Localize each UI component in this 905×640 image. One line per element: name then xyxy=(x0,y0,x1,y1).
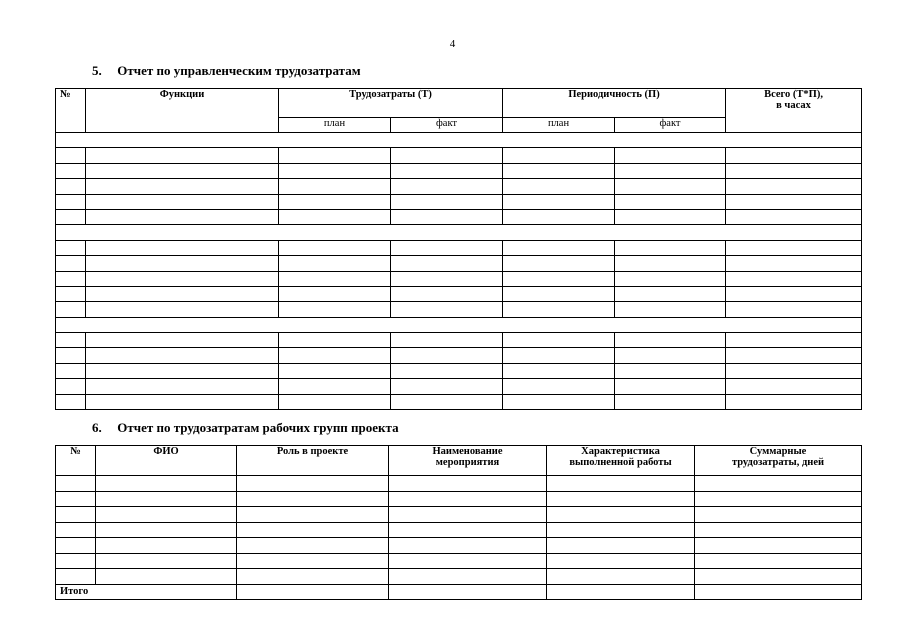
table-cell[interactable] xyxy=(615,302,726,317)
table-cell[interactable] xyxy=(615,348,726,363)
table-cell[interactable] xyxy=(56,553,96,569)
table-cell[interactable] xyxy=(615,379,726,394)
table-cell[interactable] xyxy=(615,256,726,271)
table-row xyxy=(56,538,862,554)
table-row xyxy=(56,507,862,523)
section-5-title-text: Отчет по управленческим трудозатратам xyxy=(117,63,361,78)
total-label: Итого xyxy=(56,584,237,600)
table-cell[interactable] xyxy=(503,348,615,363)
subheader-period-fact: факт xyxy=(615,118,726,133)
table-cell[interactable] xyxy=(56,569,96,585)
section-6-title-text: Отчет по трудозатратам рабочих групп проекта xyxy=(117,420,399,435)
table-section-row xyxy=(56,133,862,148)
table-cell[interactable] xyxy=(503,256,615,271)
table-cell[interactable] xyxy=(726,333,862,348)
table-cell[interactable] xyxy=(726,194,862,209)
page-number: 4 xyxy=(449,38,456,50)
table-cell[interactable] xyxy=(279,394,391,409)
column-header-functions: Функции xyxy=(86,89,279,133)
table-cell[interactable] xyxy=(726,271,862,286)
table-cell[interactable] xyxy=(86,302,279,317)
table-cell[interactable] xyxy=(726,256,862,271)
table-section-row-cell[interactable] xyxy=(56,225,862,240)
table-cell[interactable] xyxy=(56,363,86,378)
table-cell[interactable] xyxy=(391,194,503,209)
table-cell[interactable] xyxy=(279,163,391,178)
table-cell[interactable] xyxy=(56,240,86,255)
table-row xyxy=(56,240,862,255)
table-cell[interactable] xyxy=(86,148,279,163)
total-cell[interactable] xyxy=(389,584,547,600)
table-row xyxy=(56,491,862,507)
table-cell[interactable] xyxy=(279,379,391,394)
column-header-sum xyxy=(695,446,862,476)
table-cell[interactable] xyxy=(503,163,615,178)
table-cell[interactable] xyxy=(96,553,237,569)
total-cell[interactable] xyxy=(695,584,862,600)
column-header-number: № xyxy=(56,446,96,476)
table-cell[interactable] xyxy=(86,179,279,194)
table-section-row-cell[interactable] xyxy=(56,317,862,332)
column-header-labor: Трудозатраты (Т) xyxy=(279,89,503,118)
table-row xyxy=(56,256,862,271)
table-cell[interactable] xyxy=(279,256,391,271)
table-cell[interactable] xyxy=(96,522,237,538)
table-cell[interactable] xyxy=(615,363,726,378)
table-cell[interactable] xyxy=(86,209,279,224)
table-cell[interactable] xyxy=(547,522,695,538)
table-cell[interactable] xyxy=(389,522,547,538)
table-row xyxy=(56,148,862,163)
table-cell[interactable] xyxy=(96,538,237,554)
column-header-sum-line1: Суммарные xyxy=(749,446,807,457)
table-cell[interactable] xyxy=(56,256,86,271)
table-cell[interactable] xyxy=(615,286,726,301)
table-cell[interactable] xyxy=(726,163,862,178)
table-cell[interactable] xyxy=(279,209,391,224)
table-cell[interactable] xyxy=(56,538,96,554)
table-cell[interactable] xyxy=(615,240,726,255)
table-cell[interactable] xyxy=(56,286,86,301)
table-cell[interactable] xyxy=(56,522,96,538)
table-cell[interactable] xyxy=(503,286,615,301)
table-cell[interactable] xyxy=(695,507,862,523)
table-cell[interactable] xyxy=(86,163,279,178)
table-section-row xyxy=(56,225,862,240)
table-cell[interactable] xyxy=(726,348,862,363)
table-cell[interactable] xyxy=(96,476,237,492)
table-cell[interactable] xyxy=(56,491,96,507)
column-header-event-line2: мероприятия xyxy=(435,457,500,468)
table-cell[interactable] xyxy=(503,333,615,348)
table-cell[interactable] xyxy=(279,348,391,363)
table-cell[interactable] xyxy=(615,394,726,409)
table-cell[interactable] xyxy=(503,148,615,163)
table-row xyxy=(56,194,862,209)
table-cell[interactable] xyxy=(503,179,615,194)
table-cell[interactable] xyxy=(503,363,615,378)
section-6-title xyxy=(92,420,399,436)
table-cell[interactable] xyxy=(726,379,862,394)
column-header-number: № xyxy=(56,89,86,133)
subheader-period-plan: план xyxy=(503,118,615,133)
table-cell[interactable] xyxy=(391,256,503,271)
table-cell[interactable] xyxy=(279,179,391,194)
table-cell[interactable] xyxy=(389,569,547,585)
table-row xyxy=(56,476,862,492)
table-cell[interactable] xyxy=(391,394,503,409)
table-cell[interactable] xyxy=(726,179,862,194)
table-cell[interactable] xyxy=(615,163,726,178)
table-cell[interactable] xyxy=(391,179,503,194)
table-cell[interactable] xyxy=(615,179,726,194)
table-cell[interactable] xyxy=(503,394,615,409)
table-section-row-cell[interactable] xyxy=(56,133,862,148)
section-6-number: 6. xyxy=(92,420,102,435)
table-cell[interactable] xyxy=(86,271,279,286)
table-cell[interactable] xyxy=(56,302,86,317)
table-cell[interactable] xyxy=(547,476,695,492)
table-row xyxy=(56,553,862,569)
table-cell[interactable] xyxy=(695,569,862,585)
table-cell[interactable] xyxy=(389,491,547,507)
table-cell[interactable] xyxy=(547,538,695,554)
table-cell[interactable] xyxy=(503,379,615,394)
table-cell[interactable] xyxy=(279,333,391,348)
table-section-row xyxy=(56,317,862,332)
table-cell[interactable] xyxy=(695,553,862,569)
table-cell[interactable] xyxy=(391,333,503,348)
table-row xyxy=(56,363,862,378)
column-header-event-line1: Наименование xyxy=(432,446,503,457)
table-cell[interactable] xyxy=(391,209,503,224)
table-cell[interactable] xyxy=(279,286,391,301)
table-cell[interactable] xyxy=(86,394,279,409)
table-cell[interactable] xyxy=(695,491,862,507)
table-cell[interactable] xyxy=(279,194,391,209)
table-cell[interactable] xyxy=(615,271,726,286)
column-header-total xyxy=(726,89,862,133)
table-cell[interactable] xyxy=(389,553,547,569)
table-row xyxy=(56,286,862,301)
table-cell[interactable] xyxy=(279,302,391,317)
column-header-periodicity: Периодичность (П) xyxy=(503,89,726,118)
table-cell[interactable] xyxy=(237,522,389,538)
table-cell[interactable] xyxy=(86,348,279,363)
table-cell[interactable] xyxy=(391,148,503,163)
table-cell[interactable] xyxy=(86,194,279,209)
section-5-title xyxy=(92,63,361,79)
table-cell[interactable] xyxy=(391,240,503,255)
table-cell[interactable] xyxy=(615,209,726,224)
column-header-work-line1: Характеристика xyxy=(581,446,660,457)
table-cell[interactable] xyxy=(56,194,86,209)
column-header-fio: ФИО xyxy=(96,446,237,476)
table-row xyxy=(56,569,862,585)
table-cell[interactable] xyxy=(391,379,503,394)
table-cell[interactable] xyxy=(237,491,389,507)
workgroup-labor-report-table xyxy=(55,445,862,600)
table-cell[interactable] xyxy=(237,538,389,554)
table-cell[interactable] xyxy=(237,553,389,569)
table-cell[interactable] xyxy=(726,209,862,224)
table-cell[interactable] xyxy=(503,194,615,209)
table-cell[interactable] xyxy=(56,379,86,394)
table-cell[interactable] xyxy=(56,179,86,194)
table-row xyxy=(56,522,862,538)
table-cell[interactable] xyxy=(391,271,503,286)
table-cell[interactable] xyxy=(391,286,503,301)
table-row xyxy=(56,302,862,317)
table-cell[interactable] xyxy=(56,271,86,286)
table-cell[interactable] xyxy=(547,553,695,569)
table-cell[interactable] xyxy=(86,256,279,271)
table-cell[interactable] xyxy=(547,569,695,585)
table-cell[interactable] xyxy=(726,148,862,163)
table-row xyxy=(56,163,862,178)
table-cell[interactable] xyxy=(726,302,862,317)
table-cell[interactable] xyxy=(56,507,96,523)
total-cell[interactable] xyxy=(547,584,695,600)
total-row xyxy=(56,584,862,600)
table-row xyxy=(56,348,862,363)
table-cell[interactable] xyxy=(86,286,279,301)
table-cell[interactable] xyxy=(237,507,389,523)
section-5-number: 5. xyxy=(92,63,102,78)
table-cell[interactable] xyxy=(86,363,279,378)
table-cell[interactable] xyxy=(279,363,391,378)
table-cell[interactable] xyxy=(96,507,237,523)
table-cell[interactable] xyxy=(615,333,726,348)
table-cell[interactable] xyxy=(86,379,279,394)
table-cell[interactable] xyxy=(726,363,862,378)
table-cell[interactable] xyxy=(547,491,695,507)
table-cell[interactable] xyxy=(695,538,862,554)
column-header-work-line2: выполненной работы xyxy=(569,457,672,468)
table-row xyxy=(56,394,862,409)
table-cell[interactable] xyxy=(391,348,503,363)
table-cell[interactable] xyxy=(237,569,389,585)
table-cell[interactable] xyxy=(503,240,615,255)
table-row xyxy=(56,271,862,286)
management-labor-report-table xyxy=(55,88,862,410)
table-row xyxy=(56,379,862,394)
table-row xyxy=(56,179,862,194)
column-header-total-line2: в часах xyxy=(776,100,811,111)
table-cell[interactable] xyxy=(86,333,279,348)
table-cell[interactable] xyxy=(56,333,86,348)
table-cell[interactable] xyxy=(56,476,96,492)
table-cell[interactable] xyxy=(391,363,503,378)
table-cell[interactable] xyxy=(86,240,279,255)
table-cell[interactable] xyxy=(391,163,503,178)
table-cell[interactable] xyxy=(279,240,391,255)
table-cell[interactable] xyxy=(695,522,862,538)
table-cell[interactable] xyxy=(695,476,862,492)
subheader-labor-plan: план xyxy=(279,118,391,133)
table-cell[interactable] xyxy=(547,507,695,523)
table-cell[interactable] xyxy=(503,302,615,317)
table-cell[interactable] xyxy=(503,209,615,224)
column-header-work xyxy=(547,446,695,476)
table-cell[interactable] xyxy=(726,394,862,409)
total-cell[interactable] xyxy=(237,584,389,600)
column-header-event xyxy=(389,446,547,476)
table-cell[interactable] xyxy=(56,163,86,178)
table-cell[interactable] xyxy=(615,194,726,209)
table-cell[interactable] xyxy=(615,148,726,163)
table-cell[interactable] xyxy=(726,240,862,255)
table-cell[interactable] xyxy=(56,394,86,409)
table-cell[interactable] xyxy=(503,271,615,286)
table-cell[interactable] xyxy=(279,271,391,286)
table-cell[interactable] xyxy=(56,148,86,163)
column-header-role: Роль в проекте xyxy=(237,446,389,476)
column-header-sum-line2: трудозатраты, дней xyxy=(731,457,825,468)
table-cell[interactable] xyxy=(56,348,86,363)
table-cell[interactable] xyxy=(237,476,389,492)
table-row xyxy=(56,333,862,348)
table-cell[interactable] xyxy=(726,286,862,301)
table-cell[interactable] xyxy=(389,507,547,523)
table-cell[interactable] xyxy=(56,209,86,224)
table-cell[interactable] xyxy=(389,538,547,554)
table-cell[interactable] xyxy=(96,491,237,507)
table-cell[interactable] xyxy=(389,476,547,492)
column-header-total-line1: Всего (Т*П), xyxy=(764,89,823,100)
table-cell[interactable] xyxy=(279,148,391,163)
table-cell[interactable] xyxy=(96,569,237,585)
table-cell[interactable] xyxy=(391,302,503,317)
table-row xyxy=(56,209,862,224)
subheader-labor-fact: факт xyxy=(391,118,503,133)
